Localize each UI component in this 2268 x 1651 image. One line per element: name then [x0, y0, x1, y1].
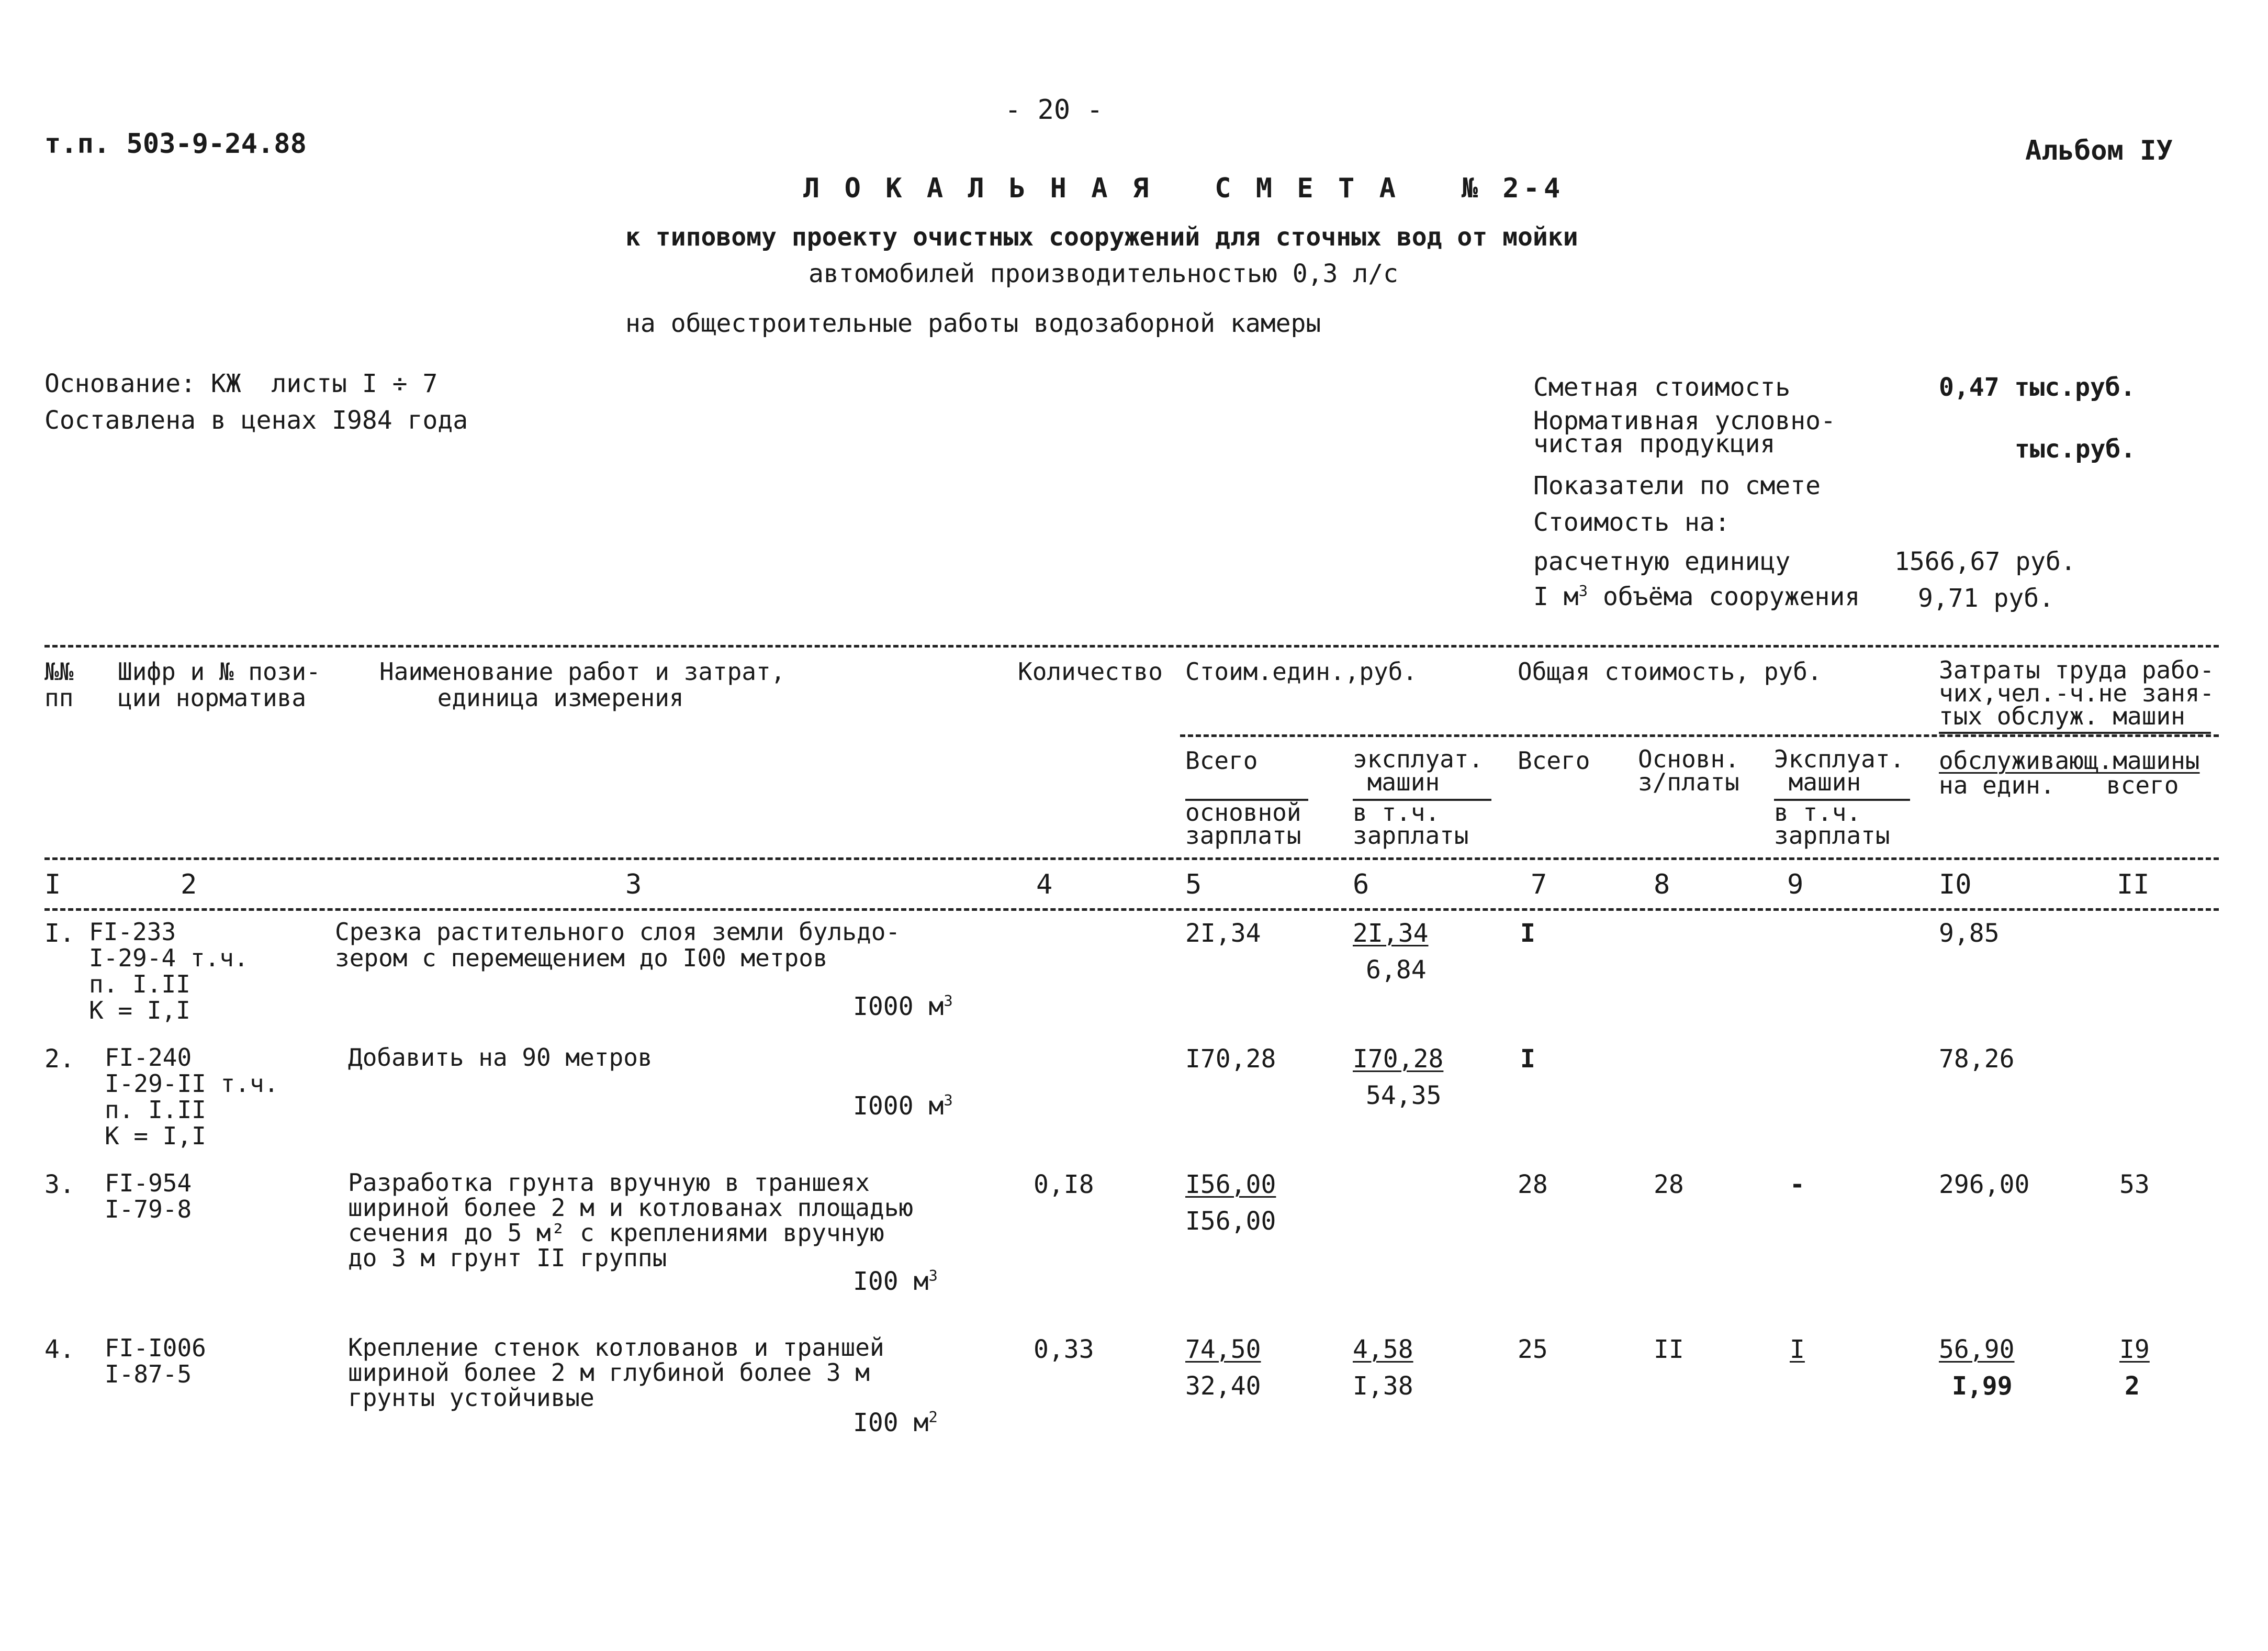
row-1-unit-text: I000 м: [853, 992, 944, 1021]
row-3-labor-unit: 296,00: [1939, 1170, 2030, 1199]
volume-label-post: объёма сооружения: [1588, 582, 1860, 611]
estimated-cost-value: 0,47 тыс.руб.: [1939, 373, 2136, 402]
row-3-unit-power: 3: [928, 1267, 938, 1285]
basis-line-1: Основание: КЖ листы I ÷ 7: [44, 369, 438, 398]
row-3-code: FI-954 I-79-8: [105, 1169, 192, 1223]
row-4-unit-power: 2: [928, 1408, 938, 1426]
col-header-code: Шифр и № пози- ции норматива: [118, 657, 321, 712]
col-header-11: всего: [2106, 771, 2179, 799]
col-header-5-top: Всего: [1185, 746, 1258, 775]
table-colnum-rule: [44, 908, 2219, 911]
row-3-unit-total: I56,00: [1185, 1170, 1276, 1199]
col-header-10: на един.: [1939, 771, 2055, 799]
project-code: т.п. 503-9-24.88: [44, 128, 307, 160]
row-4-unit-total: 74,50: [1185, 1335, 1261, 1364]
row-4-machine-cost: 4,58: [1353, 1335, 1413, 1364]
row-4-labor-total: I9: [2119, 1335, 2150, 1364]
unit-cost-label: расчетную единицу: [1533, 547, 1791, 576]
estimated-cost-label: Сметная стоимость: [1533, 373, 1791, 402]
row-2-labor-unit: 78,26: [1939, 1044, 2015, 1074]
subtitle-line-2: автомобилей производительностью 0,3 л/с: [809, 259, 1399, 288]
row-2-machine-wage: 54,35: [1366, 1081, 1442, 1110]
col-num-6: 6: [1353, 869, 1369, 900]
volume-label-sup: 3: [1578, 582, 1588, 600]
normative-value: тыс.руб.: [2015, 434, 2136, 464]
row-1-code: FI-233 I-29-4 т.ч. п. I.II К = I,I: [89, 918, 249, 1024]
normative-label: [1533, 406, 1836, 459]
row-3-unit-text: I00 м: [853, 1267, 929, 1296]
col-num-10: I0: [1939, 869, 1972, 900]
row-4-quantity: 0,33: [1034, 1335, 1094, 1364]
normative-label-line-1: Нормативная условно-: [1533, 406, 1836, 436]
row-2-unit-total: I70,28: [1185, 1044, 1276, 1074]
row-2-unit-power: 3: [944, 1091, 953, 1109]
row-4-code: FI-I006 I-87-5: [105, 1334, 206, 1388]
row-4-unit: [853, 1408, 938, 1437]
row-2-unit: [853, 1091, 953, 1121]
col-header-9-bottom: в т.ч. зарплаты: [1774, 798, 1890, 850]
col-header-name: Наименование работ и затрат, единица измерения: [379, 657, 785, 712]
col-header-number: №№ пп: [44, 657, 74, 712]
album-label: Альбом IУ: [2025, 135, 2173, 166]
volume-cost-value: 9,71 руб.: [1918, 584, 2054, 613]
col-header-unit-cost-group: Стоим.един.,руб.: [1185, 657, 1418, 686]
row-2-total: I: [1520, 1044, 1535, 1074]
volume-label-pre: I м: [1533, 582, 1579, 611]
col-header-labor-sub: обслуживающ.машины: [1939, 746, 2200, 775]
row-1-machine-wage: 6,84: [1366, 955, 1427, 985]
volume-cost-label: [1533, 582, 1860, 611]
row-2-number: 2.: [44, 1044, 75, 1074]
unit-cost-value: 1566,67 руб.: [1894, 547, 2076, 576]
col-num-9: 9: [1787, 869, 1804, 900]
page-number: - 20 -: [1005, 94, 1103, 126]
row-4-name: Крепление стенок котлованов и траншей шириной более 2 м глубиной более 3 м грунты устойчивые: [348, 1333, 884, 1412]
col-num-3: 3: [625, 869, 642, 900]
col-num-4: 4: [1036, 869, 1053, 900]
row-3-machine-total: -: [1790, 1170, 1805, 1199]
table-header-rule: [44, 857, 2219, 860]
row-1-number: I.: [44, 919, 75, 948]
row-3-name: Разработка грунта вручную в траншеях шириной более 2 м и котлованах площадью сечения до 5 м² с креплениями вручную до 3 м грунт II группы: [348, 1168, 914, 1272]
table-top-rule: [44, 645, 2219, 648]
col-header-labor-group: [1939, 656, 2215, 730]
row-4-labor-unit-machine: I,99: [1952, 1371, 2013, 1401]
row-2-code: FI-240 I-29-II т.ч. п. I.II К = I,I: [105, 1043, 279, 1150]
row-3-total: 28: [1518, 1170, 1548, 1199]
col-num-5: 5: [1185, 869, 1202, 900]
normative-label-line-2: чистая продукция: [1533, 429, 1776, 459]
col-num-7: 7: [1531, 869, 1547, 900]
row-3-unit-wage: I56,00: [1185, 1207, 1276, 1236]
col-header-7: Всего: [1518, 746, 1590, 775]
row-4-total: 25: [1518, 1335, 1548, 1364]
labor-group-underline: [1939, 732, 2211, 734]
col-num-8: 8: [1654, 869, 1670, 900]
row-1-unit-total: 2I,34: [1185, 919, 1261, 948]
col-header-5-bottom: основной зарплаты: [1185, 798, 1301, 850]
row-4-unit-wage: 32,40: [1185, 1371, 1261, 1401]
indicators-label: Показатели по смете: [1533, 471, 1821, 500]
row-4-unit-text: I00 м: [853, 1408, 929, 1437]
col-header-9-top: Эксплуат. машин: [1774, 745, 1905, 796]
row-4-labor-unit: 56,90: [1939, 1335, 2015, 1364]
subtitle-line-1: к типовому проекту очистных сооружений для сточных вод от мойки: [625, 222, 1578, 252]
col-header-8: Основн. з/платы: [1638, 745, 1739, 796]
row-1-total: I: [1520, 919, 1535, 948]
row-2-name: Добавить на 90 метров: [348, 1043, 653, 1072]
row-3-base-wage: 28: [1654, 1170, 1684, 1199]
row-3-quantity: 0,I8: [1034, 1170, 1094, 1199]
row-1-name: Срезка растительного слоя земли бульдо- зером с перемещением до I00 метров: [335, 918, 901, 972]
col-num-2: 2: [181, 869, 197, 900]
row-4-machine-total: I: [1790, 1335, 1805, 1364]
row-3-number: 3.: [44, 1170, 75, 1199]
row-3-unit: [853, 1267, 938, 1296]
col-header-6-top: эксплуат. машин: [1353, 745, 1484, 796]
row-1-machine-cost: 2I,34: [1353, 919, 1429, 948]
row-1-labor-unit: 9,85: [1939, 919, 2000, 948]
col-header-6-bottom: в т.ч. зарплаты: [1353, 798, 1469, 850]
row-2-machine-cost: I70,28: [1353, 1044, 1444, 1074]
row-4-labor-total-machine: 2: [2125, 1371, 2140, 1401]
basis-line-2: Составлена в ценах I984 года: [44, 406, 468, 435]
labor-group-text: Затраты труда рабо- чих,чел.-ч.не заня- тых обслуж. машин: [1939, 656, 2215, 730]
row-1-unit: [853, 992, 953, 1021]
col-header-quantity: Количество: [1018, 657, 1163, 686]
row-2-unit-text: I000 м: [853, 1091, 944, 1121]
subtitle-line-3: на общестроительные работы водозаборной камеры: [625, 309, 1321, 338]
row-4-number: 4.: [44, 1335, 75, 1364]
row-4-base-wage: II: [1654, 1335, 1684, 1364]
col-header-total-cost-group: Общая стоимость, руб.: [1518, 657, 1822, 686]
cost-per-label: Стоимость на:: [1533, 508, 1730, 537]
row-3-labor-total: 53: [2119, 1170, 2150, 1199]
table-group-rule: [1180, 734, 2219, 737]
col-num-1: I: [44, 869, 61, 900]
col-num-11: II: [2117, 869, 2150, 900]
document-title: Л О К А Л Ь Н А Я С М Е Т А № 2-4: [803, 173, 1565, 204]
row-1-unit-power: 3: [944, 992, 953, 1010]
row-4-machine-wage: I,38: [1353, 1371, 1413, 1401]
